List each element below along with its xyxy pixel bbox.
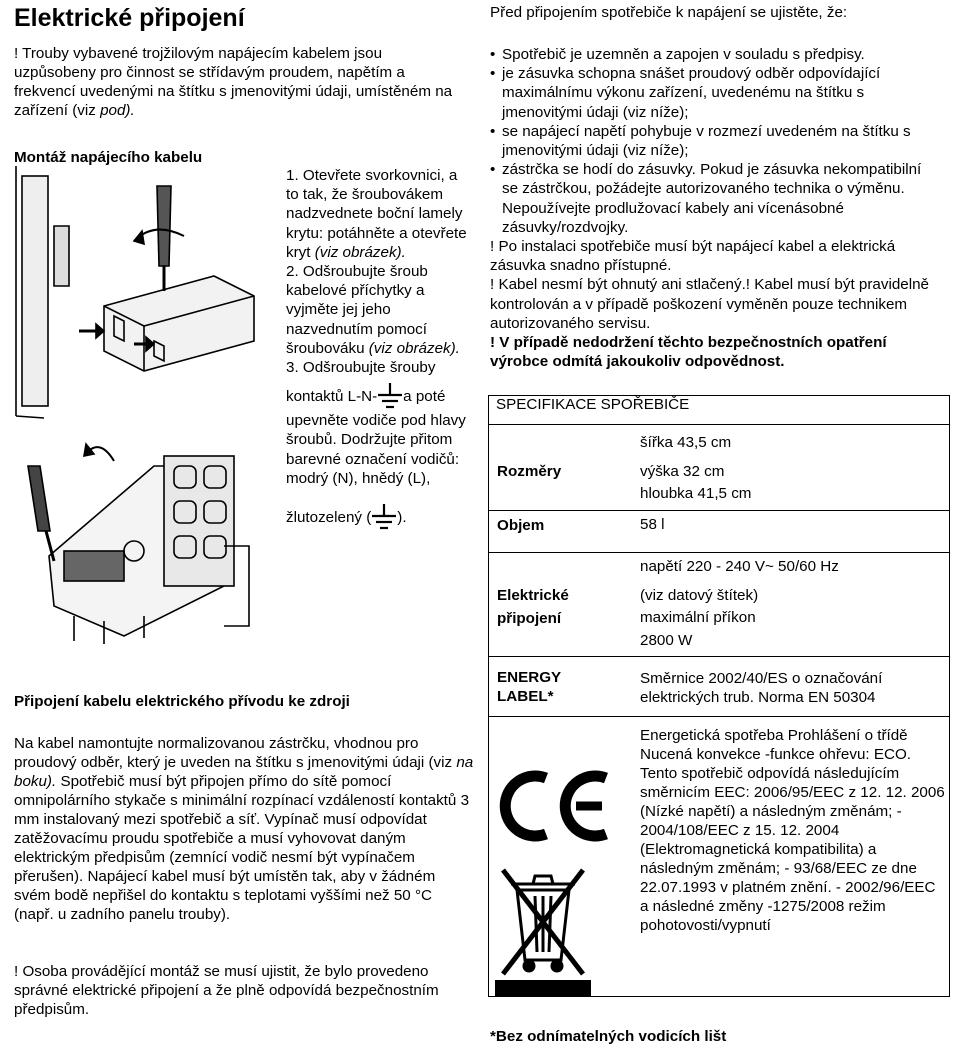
ground-icon [377,383,403,411]
electrical-values: napětí 220 - 240 V~ 50/60 Hz (viz datový štítek) maximální příkon 2800 W [640,558,839,649]
volume-value: 58 l [640,516,665,533]
list-item: • Spotřebič je uzemněn a zapojen v souladu s předpisy. [490,45,940,64]
intro-paragraph: ! Trouby vybavené trojžilovým napájecím kabelem jsou uzpůsobeny pro činnost se střídavým proudem, napětím a frekvencí uvedenými na štítku s jmenovitými údaji, umístěném na zařízení (viz pod). [14,45,453,119]
declaration-text: Energetická spotřeba Prohlášení o třídě Nucená konvekce -funkce ohřevu: ECO. Tento spotřebič odpovídá následujícím směrnicím EEC: 2006/95/EEC z 12. 12. 2006 (Nízké napětí) a následným změnám; - 2004/108/EEC z 15. 12. 2004 (Elektromagnetická kompatibilita) a následným změnám; - 93/68/EEC ze dne 22.07.1993 v platném znění. - 2002/96/EEC a následné změny -1275/2008 režim pohotovosti/vypnutí [640,727,945,934]
step-2: 2. Odšroubujte šroub kabelové příchytky a vyjměte jej jeho nazvednutím pomocí šroubováku (viz obrázek). [286,263,460,357]
step-3: 3. Odšroubujte šrouby kontaktů L-N- a poté upevněte vodiče pod hlavy šroubů. Dodržujte přitom barevné označení vodičů: modrý (N), hnědý (L), žlutozelený ( ). [286,358,472,532]
ce-mark-icon [494,770,616,842]
divider [488,424,950,425]
mounting-steps [286,166,472,532]
ground-icon [371,504,397,532]
divider [488,552,950,553]
spec-heading: SPECIFIKACE SPOŘEBIČE [496,396,690,413]
note-liability: ! V případě nedodržení těchto bezpečnostních opatření výrobce odmítá jakoukoliv odpovědnost. [490,334,887,371]
list-item: • zástrčka se hodí do zásuvky. Pokud je zásuvka nekompatibilní se zástrčkou, požádejte autorizovaného technika o výměnu. Nepoužívejte prodlužovací kabely ani vícenásobné zásuvky/rozdvojky. [490,160,940,237]
note-access: ! Po instalaci spotřebiče musí být napájecí kabel a elektrická zásuvka snadno přístupné. [490,238,896,275]
list-item: • je zásuvka schopna snášet proudový odběr odpovídající maximálnímu výkonu zařízení, uvedenému na štítku s jmenovitými údaji (viz níže); [490,64,940,122]
note-cable: ! Kabel nesmí být ohnutý ani stlačený.! Kabel musí být pravidelně kontrolován a v případě poškození vyměněn pouze technikem autorizovaného servisu. [490,276,929,332]
step-1: 1. Otevřete svorkovnici, a to tak, že šroubovákem nadzvednete boční lamely krytu: potáhněte a otevřete kryt (viz obrázek). [286,167,467,261]
connection-paragraph: Na kabel namontujte normalizovanou zástrčku, vhodnou pro proudový odběr, který je uveden na štítku s jmenovitými údaji (viz na boku). Spotřebič musí být připojen přímo do sítě pomocí omnipolárního stykače s minimální rozpínací vzdáleností kontaktů 3 mm instalovaný mezi spotřebič a síť. Vypínač musí odpovídat zatěžovacímu proudu spotřebiče a musí vyhovovat daným elektrickým předpisům (zemnící vodič nesmí být vypínačem přerušen). Napájecí kabel musí být umístěn tak, aby v žádném svém bodě nepřišel do kontaktu s teplotami vyššími než 50 °C (např. u zadního panelu trouby). [14,735,474,923]
volume-label: Objem [497,517,545,534]
precheck-list [490,45,940,371]
terminal-block-illustration [14,166,266,646]
electrical-label: Elektrické připojení [497,587,569,627]
footnote: *Bez odnímatelných vodicích lišt [490,1028,727,1045]
installer-note: ! Osoba provádějící montáž se musí ujistit, že bylo provedeno správné elektrické připojení a že plně odpovídá bezpečnostním předpisům. [14,963,439,1018]
list-item: • se napájecí napětí pohybuje v rozmezí uvedeném na štítku s jmenovitými údaji (viz níže); [490,122,940,160]
divider [488,656,950,657]
divider [488,716,950,717]
divider [488,510,950,511]
connection-heading: Připojení kabelu elektrického přívodu ke zdroji [14,693,350,710]
energy-directive: Směrnice 2002/40/ES o označování elektrických trub. Norma EN 50304 [640,670,883,706]
page-title: Elektrické připojení [14,4,245,32]
dimensions-label: Rozměry [497,463,562,480]
energy-label-cell: ENERGY LABEL* [497,669,562,705]
dimensions-values: šířka 43,5 cm výška 32 cm hloubka 41,5 cm [640,434,752,502]
montaz-heading: Montáž napájecího kabelu [14,149,203,166]
precheck-heading: Před připojením spotřebiče k napájení se ujistěte, že: [490,4,848,21]
weee-bin-icon [495,862,591,996]
